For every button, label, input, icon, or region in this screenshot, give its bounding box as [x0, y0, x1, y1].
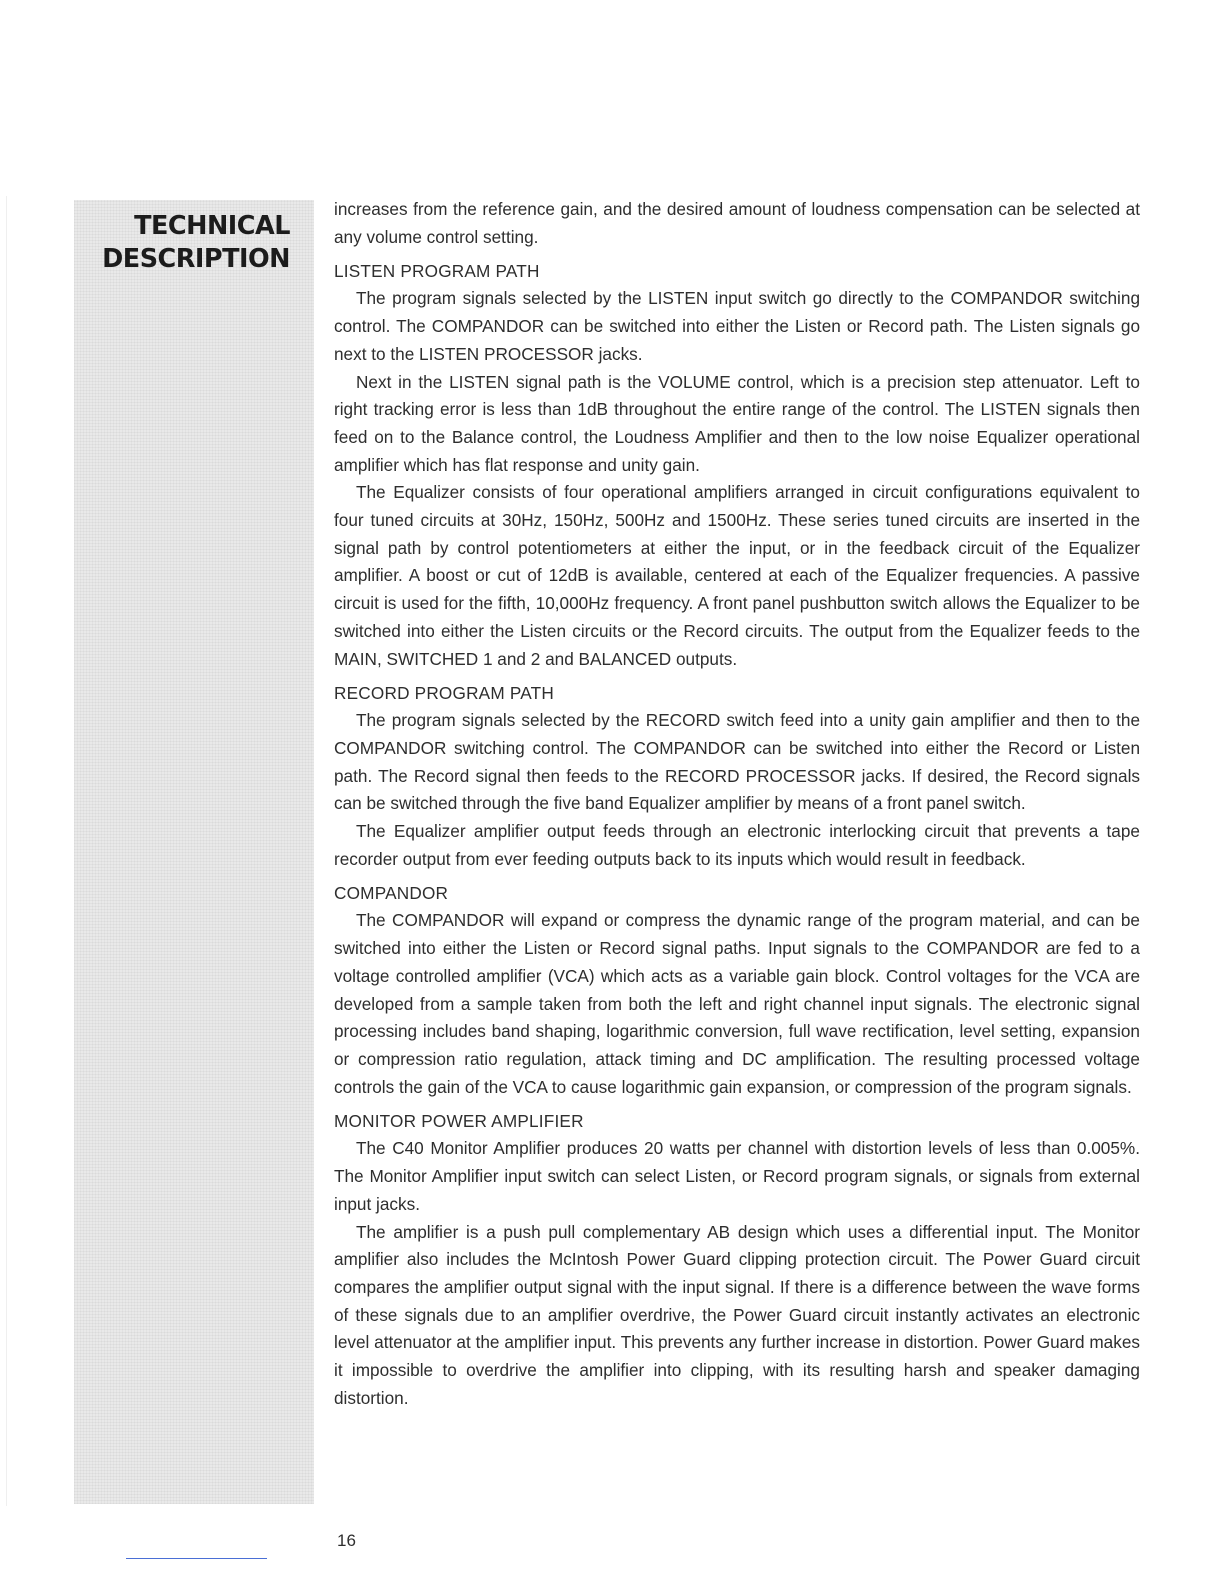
section-title-line-1: TECHNICAL	[134, 211, 290, 241]
scan-edge-line	[6, 196, 7, 1506]
heading-compandor: COMPANDOR	[334, 883, 449, 904]
section-title	[102, 210, 290, 276]
heading-record-program-path: RECORD PROGRAM PATH	[334, 683, 554, 704]
page-number: 16	[337, 1531, 356, 1550]
section-title-line-2: DESCRIPTION	[102, 244, 290, 274]
listen-paragraph-2: Next in the LISTEN signal path is the VOLUME control, which is a precision step attenuator. Left to right tracking error is less than 1dB throughout the entire range of the control. The LISTEN signals then feed on to the Balance control, the Loudness Amplifier and then to the low noise Equalizer operational amplifier which has flat response and unity gain.	[334, 371, 1140, 475]
compandor-paragraph-1: The COMPANDOR will expand or compress the dynamic range of the program material, and can be switched into either the Listen or Record signal paths. Input signals to the COMPANDOR are fed to a voltage controlled amplifier (VCA) which acts as a variable gain block. Control voltages for the VCA are developed from a sample taken from both the left and right channel input signals. The electronic signal processing includes band shaping, logarithmic conversion, full wave rectification, level setting, expansion or compression ratio regulation, attack timing and DC amplification. The resulting processed voltage controls the gain of the VCA to cause logarithmic gain expansion, or compression of the program signals.	[334, 910, 1140, 1097]
listen-paragraph-1: The program signals selected by the LISTEN input switch go directly to the COMPANDOR switching control. The COMPANDOR can be switched into either the Listen or Record path. The Listen signals go next to the LISTEN PROCESSOR jacks.	[334, 288, 1140, 364]
heading-listen-program-path: LISTEN PROGRAM PATH	[334, 261, 540, 282]
monitor-paragraph-2: The amplifier is a push pull complementary AB design which uses a differential input. The Monitor amplifier also includes the McIntosh Power Guard clipping protection circuit. The Power Guard circuit compares the amplifier output signal with the input signal. If there is a difference between the wave forms of these signals due to an amplifier overdrive, the Power Guard circuit instantly activates an electronic level attenuator at the amplifier input. This prevents any further increase in distortion. Power Guard makes it impossible to overdrive the amplifier into clipping, with its resulting harsh and speaker damaging distortion.	[334, 1221, 1140, 1408]
record-paragraph-2: The Equalizer amplifier output feeds through an electronic interlocking circuit that prevents a tape recorder output from ever feeding outputs back to its inputs which would result in feedback.	[334, 821, 1140, 869]
monitor-paragraph-1: The C40 Monitor Amplifier produces 20 watts per channel with distortion levels of less than 0.005%. The Monitor Amplifier input switch can select Listen, or Record program signals, or signals from external input jacks.	[334, 1138, 1140, 1214]
body-text	[334, 196, 1140, 1412]
record-paragraph-1: The program signals selected by the RECORD switch feed into a unity gain amplifier and then to the COMPANDOR switching control. The COMPANDOR can be switched into either the Record or Listen path. The Record signal then feeds to the RECORD PROCESSOR jacks. If desired, the Record signals can be switched through the five band Equalizer amplifier by means of a front panel switch.	[334, 710, 1140, 814]
listen-paragraph-3: The Equalizer consists of four operational amplifiers arranged in circuit configurations equivalent to four tuned circuits at 30Hz, 150Hz, 500Hz and 1500Hz. These series tuned circuits are inserted in the signal path by control potentiometers at either the input, or in the feedback circuit of the Equalizer amplifier. A boost or cut of 12dB is available, centered at each of the Equalizer frequencies. A passive circuit is used for the fifth, 10,000Hz frequency. A front panel pushbutton switch allows the Equalizer to be switched into either the Listen circuits or the Record circuits. The output from the Equalizer feeds to the MAIN, SWITCHED 1 and 2 and BALANCED outputs.	[334, 482, 1140, 669]
bottom-rule	[126, 1558, 267, 1559]
heading-monitor-power-amplifier: MONITOR POWER AMPLIFIER	[334, 1111, 584, 1132]
intro-paragraph: increases from the reference gain, and the desired amount of loudness compensation can be selected at any volume control setting.	[334, 199, 1140, 247]
section-sidebar	[74, 200, 314, 1504]
